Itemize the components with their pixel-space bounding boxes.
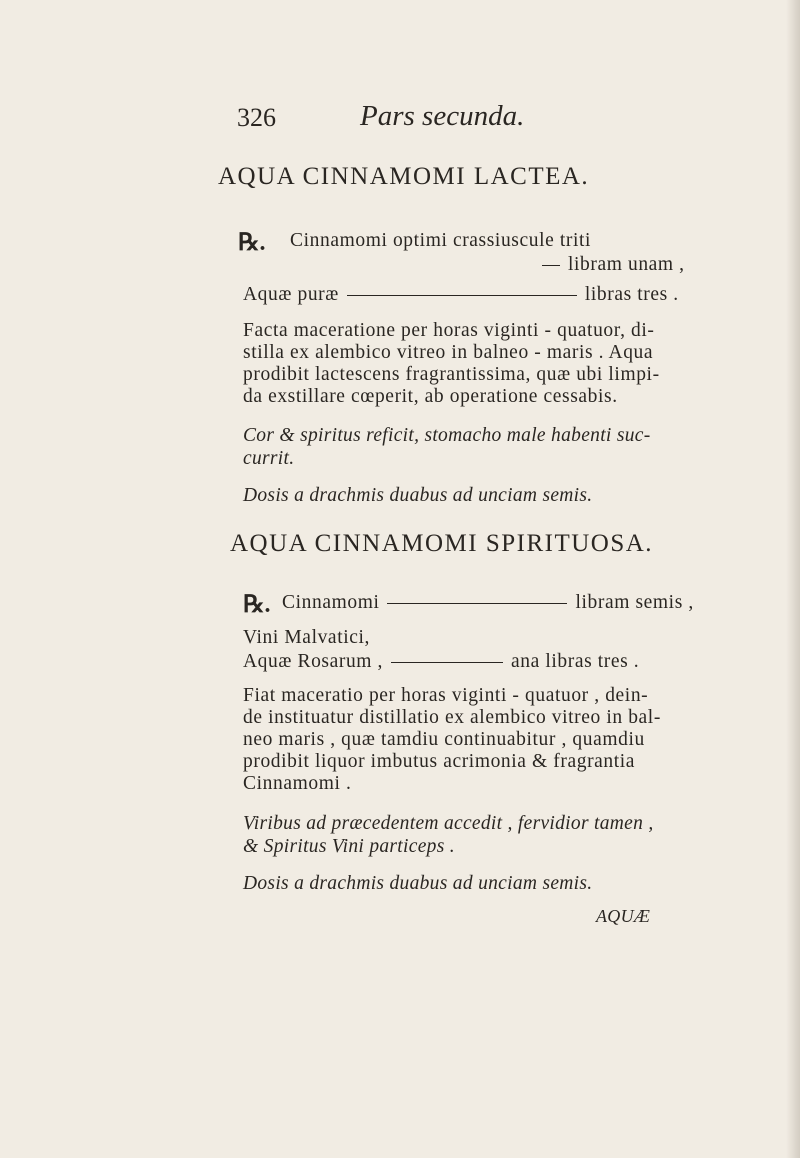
dose-line: Dosis a drachmis duabus ad unciam semis.: [243, 485, 593, 506]
ingredient-amount: libram unam ,: [534, 254, 685, 276]
virtue-line: Cor & spiritus reficit, stomacho male habenti suc-: [243, 425, 651, 446]
paragraph-line: neo maris , quæ tamdiu continuabitur , quamdiu: [243, 729, 645, 750]
section-title-spirituosa: AQUA CINNAMOMI SPIRITUOSA.: [230, 530, 654, 557]
recipe-symbol: ℞.: [243, 592, 271, 618]
ingredient-line: Aquæ puræ libras tres .: [243, 284, 679, 305]
catchword: AQUÆ: [596, 906, 651, 926]
ingredient-line: Vini Malvatici,: [243, 627, 370, 648]
paragraph-line: Cinnamomi .: [243, 773, 352, 794]
dose-line: Dosis a drachmis duabus ad unciam semis.: [243, 873, 593, 894]
ingredient-line: Cinnamomi optimi crassiuscule triti: [290, 230, 592, 251]
ingredient-line: Cinnamomi libram semis ,: [282, 592, 694, 613]
page-edge-shadow: [786, 0, 800, 1158]
paragraph-line: prodibit liquor imbutus acrimonia & fragrantia: [243, 751, 636, 772]
paragraph-line: Fiat maceratio per horas viginti - quatuor , dein-: [243, 685, 649, 706]
running-title: Pars secunda.: [360, 100, 525, 132]
section-title-lactea: AQUA CINNAMOMI LACTEA.: [218, 163, 590, 190]
ingredient-line: Aquæ Rosarum , ana libras tres .: [243, 651, 640, 672]
paragraph-line: Facta maceratione per horas viginti - quatuor, di-: [243, 320, 655, 341]
virtue-line: Viribus ad præcedentem accedit , fervidior tamen ,: [243, 813, 654, 834]
virtue-line: currit.: [243, 448, 295, 469]
recipe-symbol: ℞.: [238, 230, 266, 256]
paragraph-line: da exstillare cœperit, ab operatione cessabis.: [243, 386, 618, 407]
paragraph-line: stilla ex alembico vitreo in balneo - maris . Aqua: [243, 342, 654, 363]
paragraph-line: de instituatur distillatio ex alembico vitreo in bal-: [243, 707, 661, 728]
virtue-line: & Spiritus Vini particeps .: [243, 836, 455, 857]
page-number: 326: [237, 103, 276, 132]
paragraph-line: prodibit lactescens fragrantissima, quæ ubi limpi-: [243, 364, 660, 385]
